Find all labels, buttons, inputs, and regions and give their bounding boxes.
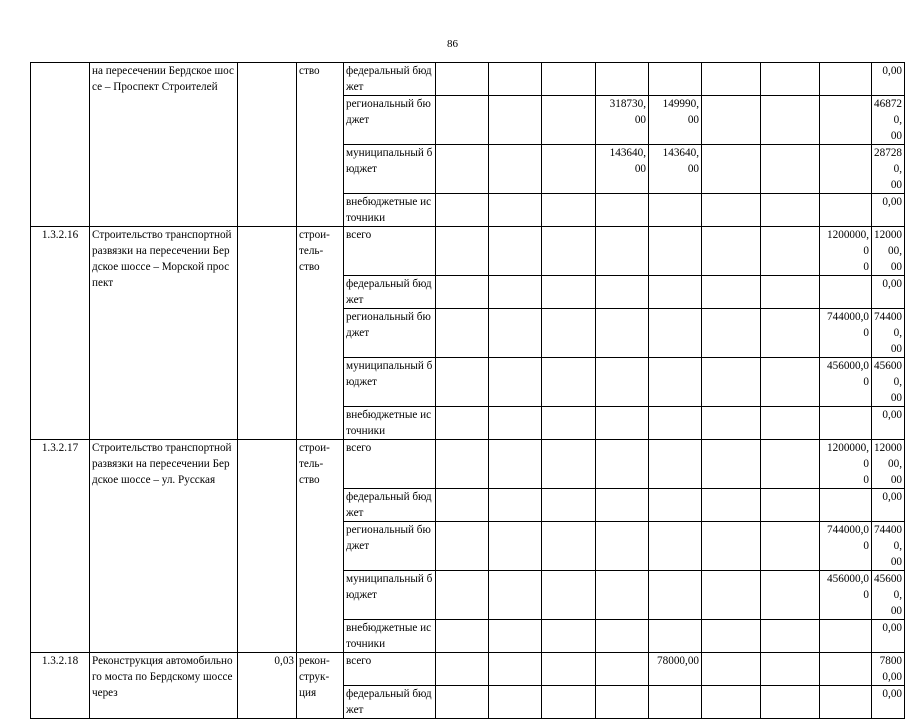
amount-cell [542, 522, 596, 571]
amount-cell [702, 276, 761, 309]
amount-cell [542, 620, 596, 653]
amount-cell [820, 620, 872, 653]
amount-cell [761, 522, 820, 571]
amount-cell [649, 440, 702, 489]
amount-cell [702, 63, 761, 96]
amount-cell [436, 489, 489, 522]
amount-cell: 744000,00 [820, 309, 872, 358]
page-number: 86 [447, 38, 458, 50]
work-type-cell: ство [297, 63, 344, 227]
amount-cell: 744000,00 [820, 522, 872, 571]
item-name-cell: Строительство транспортной развязки на пересечении Бердское шоссе – ул. Русская [90, 440, 238, 653]
funding-source-cell: региональный бюджет [344, 96, 436, 145]
total-cell: 744000, 00 [872, 309, 905, 358]
amount-cell [436, 358, 489, 407]
funding-source-cell: муниципальный бюджет [344, 571, 436, 620]
amount-cell [820, 686, 872, 719]
amount-cell [761, 358, 820, 407]
item-code-cell [31, 63, 90, 227]
amount-cell [436, 276, 489, 309]
amount-cell [489, 63, 542, 96]
amount-cell [542, 571, 596, 620]
amount-cell [489, 309, 542, 358]
amount-cell [436, 309, 489, 358]
amount-cell [489, 522, 542, 571]
amount-cell [596, 194, 649, 227]
amount-cell [649, 358, 702, 407]
item-code-cell: 1.3.2.16 [31, 227, 90, 440]
amount-cell: 1200000,0 0 [820, 440, 872, 489]
amount-cell [702, 145, 761, 194]
amount-cell [702, 571, 761, 620]
budget-table [30, 62, 905, 719]
amount-cell [542, 489, 596, 522]
amount-cell [649, 194, 702, 227]
amount-cell: 456000,00 [820, 358, 872, 407]
total-cell: 744000, 00 [872, 522, 905, 571]
amount-cell [820, 96, 872, 145]
amount-cell [702, 309, 761, 358]
amount-cell [542, 194, 596, 227]
amount-cell [489, 96, 542, 145]
amount-cell [489, 194, 542, 227]
amount-cell [542, 407, 596, 440]
amount-cell [596, 686, 649, 719]
amount-cell [542, 145, 596, 194]
amount-cell [702, 686, 761, 719]
amount-cell [489, 276, 542, 309]
amount-cell [489, 686, 542, 719]
amount-cell: 143640, 00 [649, 145, 702, 194]
amount-cell [489, 358, 542, 407]
amount-cell [820, 653, 872, 686]
funding-source-cell: всего [344, 653, 436, 686]
amount-cell [489, 620, 542, 653]
total-cell: 0,00 [872, 686, 905, 719]
amount-cell [596, 309, 649, 358]
amount-cell [596, 407, 649, 440]
work-type-cell: строи- тель- ство [297, 440, 344, 653]
amount-cell [649, 620, 702, 653]
amount-cell [761, 407, 820, 440]
amount-cell [542, 227, 596, 276]
amount-cell [596, 653, 649, 686]
amount-cell [702, 358, 761, 407]
funding-source-cell: региональный бюджет [344, 309, 436, 358]
amount-cell [649, 227, 702, 276]
amount-cell [542, 309, 596, 358]
measure-cell [238, 63, 297, 227]
amount-cell [761, 194, 820, 227]
amount-cell [820, 489, 872, 522]
amount-cell [542, 653, 596, 686]
amount-cell [702, 194, 761, 227]
amount-cell [436, 194, 489, 227]
amount-cell [702, 440, 761, 489]
amount-cell [489, 653, 542, 686]
amount-cell [820, 145, 872, 194]
total-cell: 0,00 [872, 620, 905, 653]
amount-cell [702, 620, 761, 653]
amount-cell [702, 522, 761, 571]
amount-cell [649, 571, 702, 620]
amount-cell [761, 653, 820, 686]
amount-cell [436, 407, 489, 440]
total-cell: 1200000, 00 [872, 440, 905, 489]
amount-cell [649, 522, 702, 571]
item-name-cell: на пересечении Бердское шоссе – Проспект Строителей [90, 63, 238, 227]
work-type-cell: рекон- струк- ция [297, 653, 344, 719]
amount-cell: 1200000,0 0 [820, 227, 872, 276]
amount-cell [761, 276, 820, 309]
amount-cell [820, 194, 872, 227]
funding-source-cell: федеральный бюджет [344, 686, 436, 719]
total-cell: 0,00 [872, 276, 905, 309]
amount-cell [596, 571, 649, 620]
amount-cell [489, 440, 542, 489]
table-body [31, 63, 905, 719]
amount-cell: 143640, 00 [596, 145, 649, 194]
amount-cell [489, 571, 542, 620]
total-cell: 456000, 00 [872, 571, 905, 620]
amount-cell [820, 407, 872, 440]
amount-cell: 318730, 00 [596, 96, 649, 145]
amount-cell: 456000,00 [820, 571, 872, 620]
amount-cell [489, 145, 542, 194]
amount-cell [820, 276, 872, 309]
funding-source-cell: внебюджетные источники [344, 407, 436, 440]
amount-cell [596, 227, 649, 276]
amount-cell [436, 96, 489, 145]
amount-cell [542, 96, 596, 145]
amount-cell [761, 227, 820, 276]
table-row [31, 63, 905, 96]
item-name-cell: Реконструкция автомобильного моста по Бердскому шоссе через [90, 653, 238, 719]
funding-source-cell: всего [344, 440, 436, 489]
amount-cell [596, 620, 649, 653]
funding-source-cell: федеральный бюджет [344, 276, 436, 309]
item-code-cell: 1.3.2.17 [31, 440, 90, 653]
amount-cell [649, 407, 702, 440]
total-cell: 0,00 [872, 194, 905, 227]
amount-cell [702, 489, 761, 522]
work-type-cell: строи- тель- ство [297, 227, 344, 440]
amount-cell [596, 276, 649, 309]
amount-cell [761, 96, 820, 145]
funding-source-cell: федеральный бюджет [344, 489, 436, 522]
amount-cell [489, 227, 542, 276]
amount-cell [702, 96, 761, 145]
amount-cell [761, 440, 820, 489]
amount-cell [542, 276, 596, 309]
measure-cell: 0,03 [238, 653, 297, 719]
total-cell: 0,00 [872, 489, 905, 522]
table-row [31, 227, 905, 276]
amount-cell [542, 63, 596, 96]
amount-cell [649, 489, 702, 522]
amount-cell [596, 522, 649, 571]
amount-cell [436, 227, 489, 276]
amount-cell [436, 620, 489, 653]
amount-cell [489, 489, 542, 522]
amount-cell [436, 522, 489, 571]
total-cell: 287280, 00 [872, 145, 905, 194]
amount-cell [436, 571, 489, 620]
funding-source-cell: муниципальный бюджет [344, 145, 436, 194]
funding-source-cell: внебюджетные источники [344, 620, 436, 653]
total-cell: 78000,00 [872, 653, 905, 686]
amount-cell [761, 489, 820, 522]
amount-cell [649, 309, 702, 358]
funding-source-cell: федеральный бюджет [344, 63, 436, 96]
funding-source-cell: региональный бюджет [344, 522, 436, 571]
amount-cell [596, 489, 649, 522]
amount-cell [596, 440, 649, 489]
amount-cell [596, 358, 649, 407]
amount-cell [761, 309, 820, 358]
amount-cell [702, 227, 761, 276]
measure-cell [238, 227, 297, 440]
amount-cell [649, 63, 702, 96]
amount-cell [649, 276, 702, 309]
amount-cell [436, 653, 489, 686]
amount-cell [761, 686, 820, 719]
total-cell: 0,00 [872, 63, 905, 96]
amount-cell [761, 620, 820, 653]
amount-cell [489, 407, 542, 440]
funding-source-cell: всего [344, 227, 436, 276]
total-cell: 468720, 00 [872, 96, 905, 145]
amount-cell [436, 63, 489, 96]
amount-cell [542, 440, 596, 489]
amount-cell: 78000,00 [649, 653, 702, 686]
table-row [31, 653, 905, 686]
amount-cell [649, 686, 702, 719]
item-name-cell: Строительство транспортной развязки на пересечении Бердское шоссе – Морской проспект [90, 227, 238, 440]
total-cell: 1200000, 00 [872, 227, 905, 276]
amount-cell [702, 407, 761, 440]
funding-source-cell: внебюджетные источники [344, 194, 436, 227]
amount-cell: 149990, 00 [649, 96, 702, 145]
table-row [31, 440, 905, 489]
amount-cell [820, 63, 872, 96]
amount-cell [542, 686, 596, 719]
amount-cell [436, 145, 489, 194]
amount-cell [436, 440, 489, 489]
amount-cell [436, 686, 489, 719]
item-code-cell: 1.3.2.18 [31, 653, 90, 719]
amount-cell [542, 358, 596, 407]
amount-cell [761, 63, 820, 96]
measure-cell [238, 440, 297, 653]
total-cell: 0,00 [872, 407, 905, 440]
amount-cell [596, 63, 649, 96]
amount-cell [761, 145, 820, 194]
funding-source-cell: муниципальный бюджет [344, 358, 436, 407]
amount-cell [761, 571, 820, 620]
total-cell: 456000, 00 [872, 358, 905, 407]
amount-cell [702, 653, 761, 686]
